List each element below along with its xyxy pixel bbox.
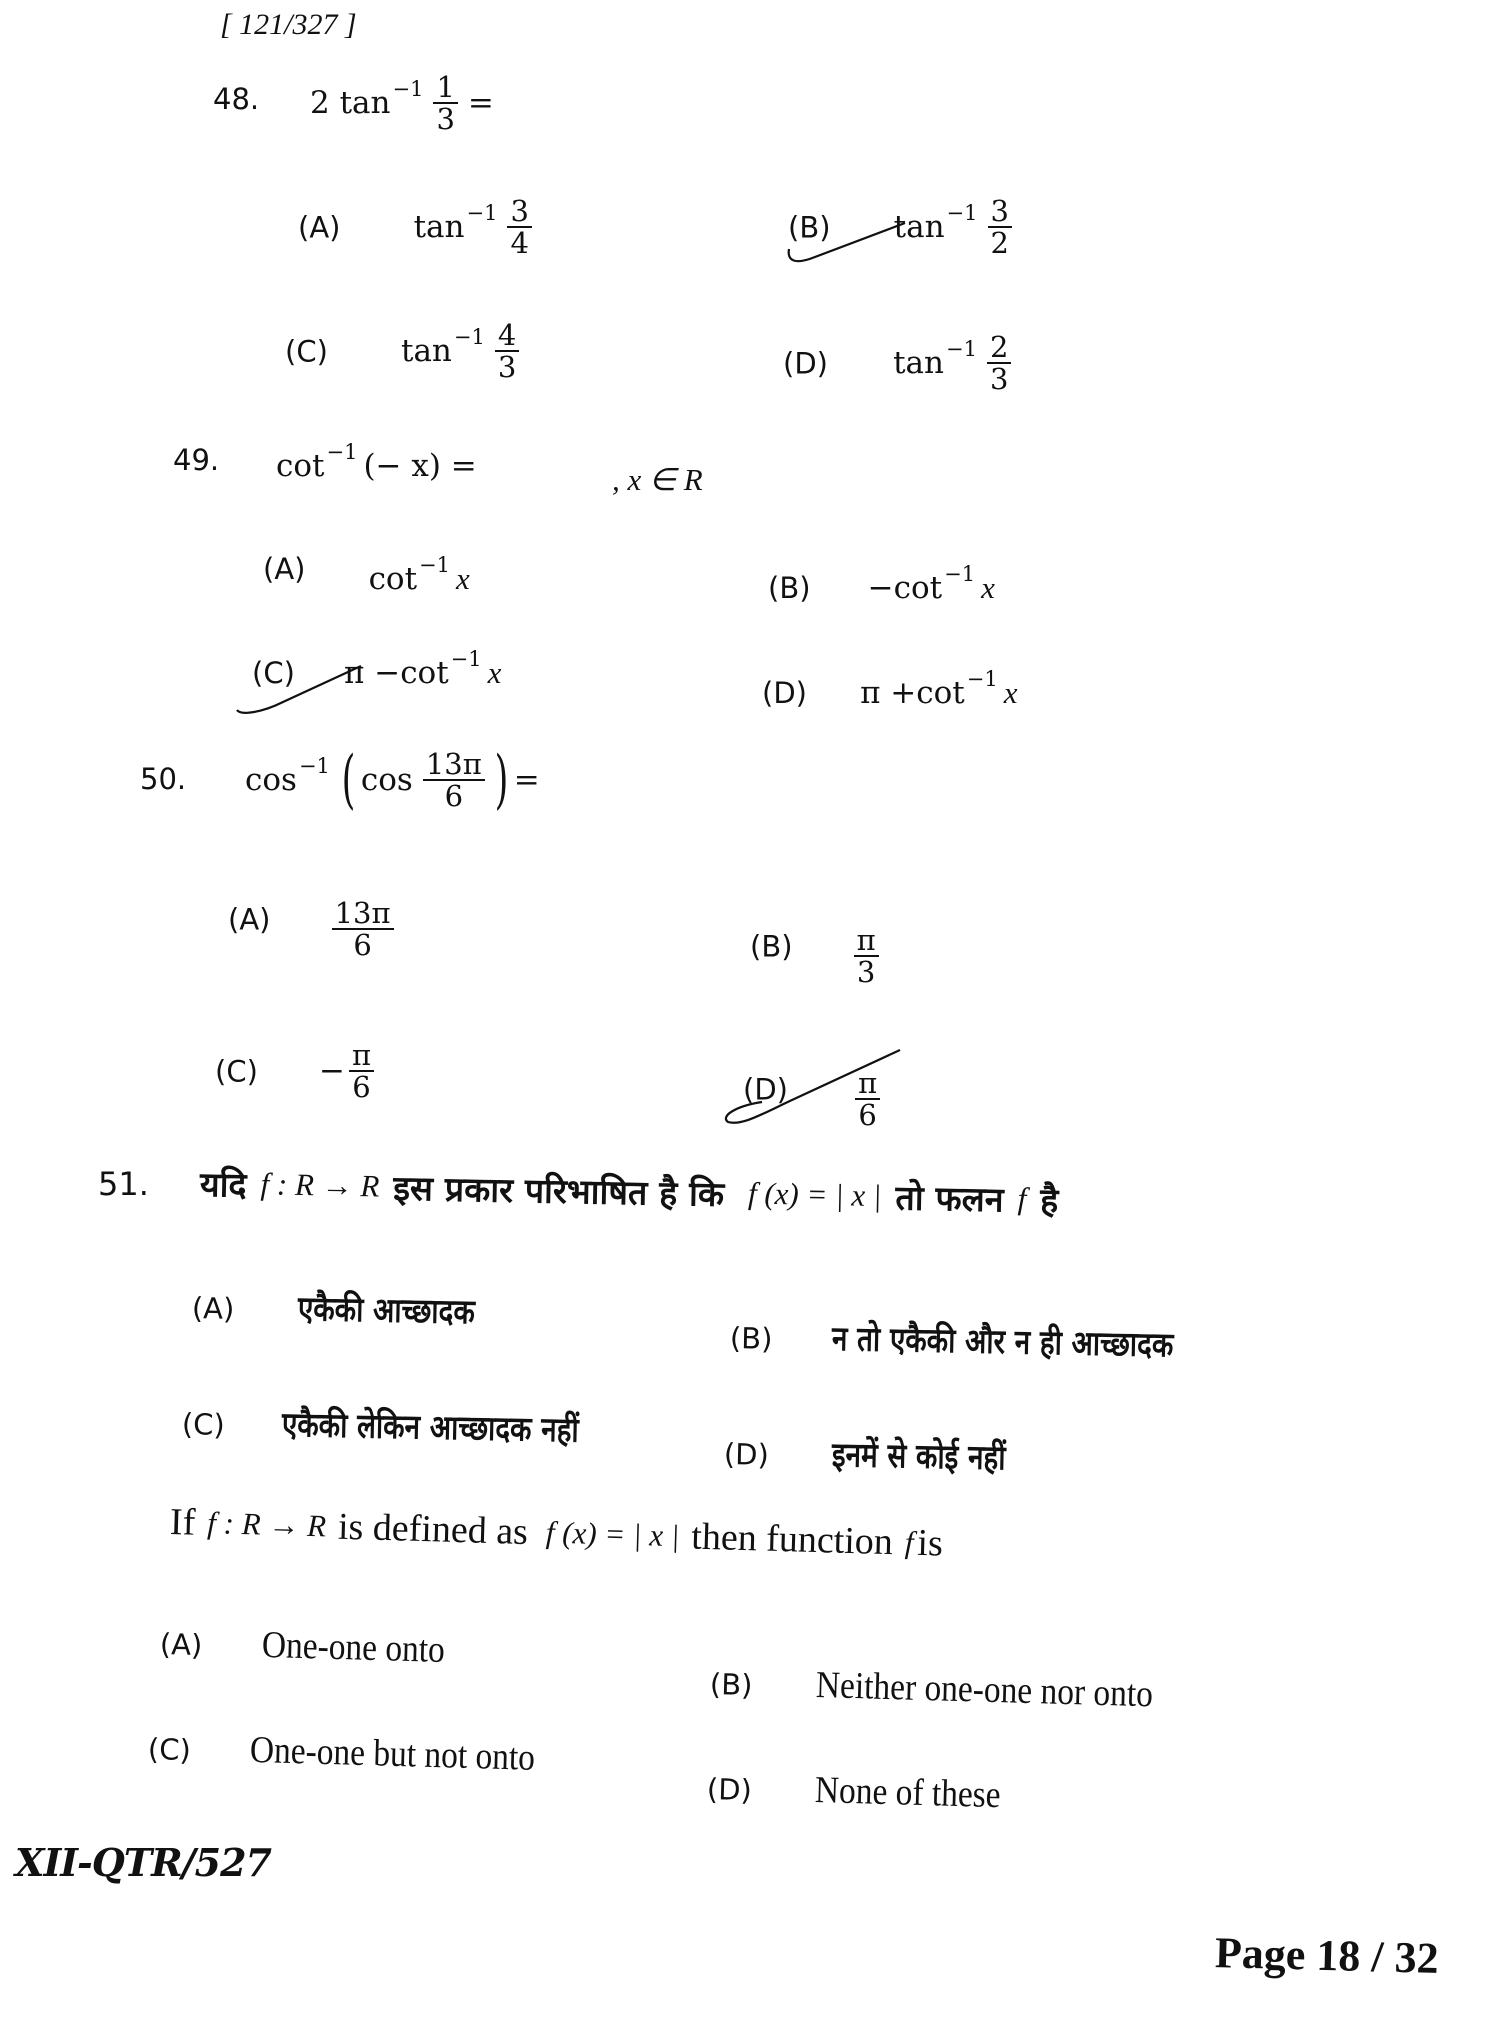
question-serial: [ 121/327 ] (220, 8, 357, 41)
option-c[interactable]: (C) π − cot $^{-1}$ x (252, 647, 502, 691)
answer-tick-mark (722, 1048, 902, 1138)
option-d-hindi[interactable]: (D) इनमें से कोई नहीं (723, 1435, 1006, 1479)
paper-code: XII-QTR/527 (15, 1840, 271, 1885)
option-a-english[interactable]: (A) One-one onto (159, 1623, 445, 1671)
question-number: 51. (98, 1165, 149, 1203)
option-d[interactable]: (D) π + cot $^{-1}$ x (762, 667, 1018, 711)
question-number: 49. (173, 443, 220, 477)
question-stem-hindi: यदि f : R → R इस प्रकार परिभाषित है कि f (x) = | x | तो फलन f है (199, 1165, 1059, 1222)
option-a-hindi[interactable]: (A) एकैकी आच्छादक (191, 1289, 475, 1333)
question-number: 50. (140, 762, 187, 796)
fraction: $\frac{1}{3}$ (433, 72, 457, 135)
question-number: 48. (213, 82, 260, 116)
option-b[interactable]: (B) $\frac{\pi}{3}$ (750, 925, 883, 988)
option-a[interactable]: (A) tan $^{-1}$ $\frac{3}{4}$ (298, 196, 536, 259)
option-d-english[interactable]: (D) None of these (706, 1769, 1002, 1817)
question-stem-english: If f : R → R is defined as f (x) = | x | then function f is (169, 1501, 944, 1565)
option-c-english[interactable]: (C) One-one but not onto (147, 1728, 536, 1779)
option-d[interactable]: (D) tan $^{-1}$ $\frac{2}{3}$ (783, 332, 1015, 395)
answer-tick-mark (785, 215, 915, 275)
option-b[interactable]: (B) − cot $^{-1}$ x (768, 562, 995, 606)
question-stem: 2 tan $^{-1}$ $\frac{1}{3}$ = (310, 70, 494, 137)
answer-tick-mark (233, 660, 363, 720)
option-b[interactable]: (B) tan $^{-1}$ $\frac{3}{2}$ (788, 196, 1016, 259)
option-c[interactable]: (C) tan $^{-1}$ $\frac{4}{3}$ (285, 320, 523, 383)
option-c[interactable]: (C) − $\frac{\pi}{6}$ (215, 1040, 378, 1103)
option-b-english[interactable]: (B) Neither one-one nor onto (709, 1663, 1154, 1716)
option-b-hindi[interactable]: (B) न तो एकैकी और न ही आच्छादक (729, 1318, 1174, 1366)
question-stem: cos $^{-1}$ ( cos $\frac{13\pi}{6}$ ) = (245, 743, 540, 817)
page-number: Page 18 / 32 (1214, 1928, 1440, 1983)
option-c-hindi[interactable]: (C) एकैकी लेकिन आच्छादक नहीं (181, 1404, 580, 1451)
question-stem: cot $^{-1}$ (− x) = (276, 440, 477, 484)
domain-condition: , x ∈ R (612, 462, 703, 497)
option-a[interactable]: (A) cot $^{-1}$ x (263, 552, 470, 597)
option-a[interactable]: (A) $\frac{13\pi}{6}$ (228, 898, 398, 961)
option-d[interactable]: (D) $\frac{\pi}{6}$ (743, 1068, 884, 1131)
